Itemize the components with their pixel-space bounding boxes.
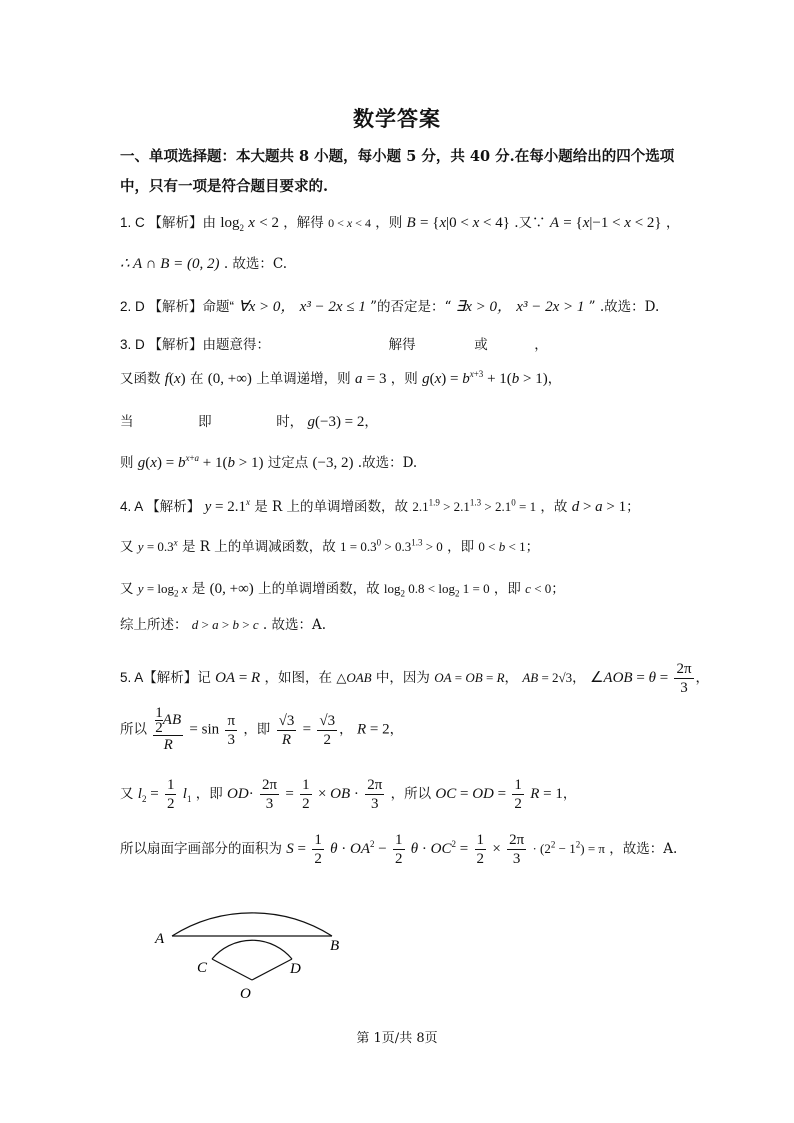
q3-line2: 又函数 f(x) 在 (0, +∞) 上单调递增，则 a = 3 ，则 $g(x) = b^{x+3} + 1(b > 1)$， (120, 369, 562, 387)
q4-line2: 又 $y = 0.3^x$ 是 R 上的单调减函数，故 $1 = 0.3^0 > 0.3^{1.3} > 0$ ，即 0 < b < 1； (120, 537, 540, 555)
q4-line4: 综上所述： d > a > b > c . 故选：A. (120, 617, 327, 633)
inner-arc (212, 940, 292, 959)
sector-figure (150, 880, 370, 1005)
page-footer: 第 1页/共 8页 (356, 1031, 438, 1046)
label-c: C (197, 960, 208, 976)
q1-line1: 1. C 【解析】由 $\log_2 x < 2$ ，解得 0 < x < 4 ，则 B = {x|0 < x < 4} .又∵ A = {x|−1 < x < 2} ， (120, 215, 680, 233)
q3-line3: 当 即 时， g(−3) = 2， (120, 414, 378, 430)
label-b: B (330, 938, 340, 954)
q3-line4: 则 $g(x) = b^{x+a} + 1(b > 1)$ 过定点 (−3, 2) .故选：D. (120, 453, 418, 471)
q1-line2: ∴ A ∩ B = (0, 2) . 故选：C. (120, 256, 288, 272)
label-d: D (290, 961, 301, 977)
radius-oa (212, 959, 252, 980)
outer-arc (172, 913, 332, 936)
q4-line3: 又 $y = \log_2 x$ 是 (0, +∞) 上的单调增函数，故 $\log_2 0.8 < \log_2 1 = 0$ ，即 c < 0； (120, 581, 565, 599)
q4-line1: 4. A 【解析】 $y = 2.1^x$ 是 R 上的单调增函数，故 $2.1^{1.9} > 2.1^{1.3} > 2.1^0 = 1$ ，故 d > a > 1； (120, 497, 640, 515)
label-o: O (240, 986, 251, 1002)
section-heading: 一、单项选择题：本大题共 8 小题，每小题 5 分，共 40 分.在每小题给出的四个选项中，只有一项是符合题目要求的. (120, 148, 675, 195)
label-a: A (155, 931, 165, 947)
q2-line: 2. D 【解析】命题“ ∀x > 0， x³ − 2x ≤ 1 ”的否定是：“ ∃x > 0， x³ − 2x > 1 ” .故选：D. (120, 299, 660, 315)
page-title: 数学答案 (353, 106, 441, 131)
q5-line3: 又 $l_2$ = $\frac{1}{2}$ $l_1$ ，即 OD· $\frac{2\pi}{3}$ = $\frac{1}{2}$ × OB · $\frac{2\pi}{3}$ ，所以 OC = OD = $\frac{1}{2}$ R = 1， (120, 777, 577, 812)
q5-line4: 所以扇面字画部分的面积为 S = $\frac{1}{2}$ $\theta \cdot OA^2$ − $\frac{1}{2}$ $\theta \cdot OC^2$ = $\frac{1}{2}$ × $\frac{2\pi}{3}$ · $(2^2 - 1^2) = \pi$ ，故选：A. (120, 832, 678, 867)
radius-ob (252, 959, 292, 980)
q5-line2: 所以 $\frac{1}{2}$ AB R = sin $\frac{\pi}{3}$ ，即 $\frac{√3}{R}$ = $\frac{√3}{2}$ ， R = 2， (120, 705, 404, 753)
q3-line1: 3. D 【解析】由题意得： 解得 或 ， (120, 337, 548, 353)
q5-line1: 5. A【解析】记 OA = R ，如图，在 △OAB 中，因为 OA = OB = R， AB = 2√3， ∠AOB = θ = $\frac{2\pi}{3}$ ， (120, 661, 710, 696)
